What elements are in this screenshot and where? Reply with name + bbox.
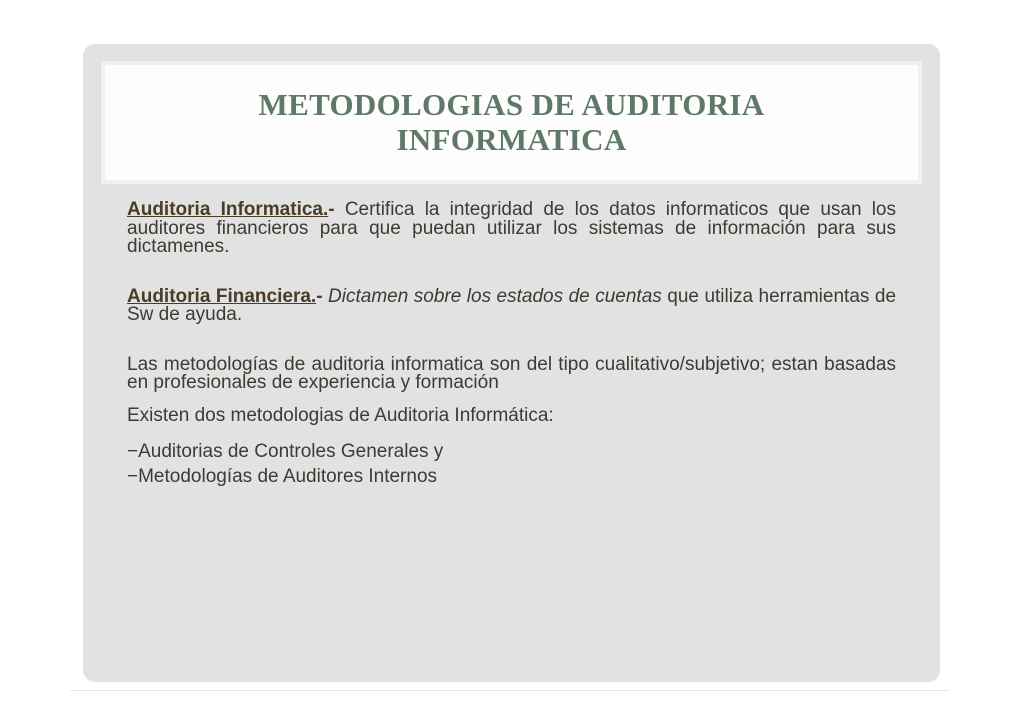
paragraph-metodologias: Las metodologías de auditoria informatica son del tipo cualitativo/subjetivo; estan basadas en profesionales de experiencia y formación	[127, 353, 896, 393]
title-box	[101, 61, 922, 184]
separator: -	[316, 285, 329, 307]
title-line-1: METODOLOGIAS DE AUDITORIA	[258, 87, 765, 122]
separator: -	[328, 199, 345, 220]
label-auditoria-financiera: Auditoria Financiera.	[127, 285, 317, 307]
definition-italic: Dictamen sobre los estados de cuentas	[328, 285, 662, 307]
label-auditoria-informatica: Auditoria Informatica.	[127, 199, 329, 220]
title-line-2: INFORMATICA	[396, 122, 627, 157]
definition-text: que utiliza herramientas de Sw de ayuda.	[127, 285, 897, 325]
paragraph-auditoria-financiera	[127, 285, 897, 325]
paragraph-existen: Existen dos metodologias de Auditoria Informática:	[127, 404, 554, 426]
slide-body	[127, 201, 896, 489]
paragraph-auditoria-informatica	[127, 201, 896, 257]
definition-text: Certifica la integridad de los datos informaticos que usan los auditores financieros para que puedan utilizar los sistemas de información para sus dictamenes.	[127, 199, 897, 257]
slide	[83, 44, 940, 682]
list-item: −Auditorias de Controles Generales y	[127, 440, 444, 462]
slide-title	[105, 87, 918, 157]
list-item: −Metodologías de Auditores Internos	[127, 465, 438, 487]
page-divider	[70, 690, 950, 691]
